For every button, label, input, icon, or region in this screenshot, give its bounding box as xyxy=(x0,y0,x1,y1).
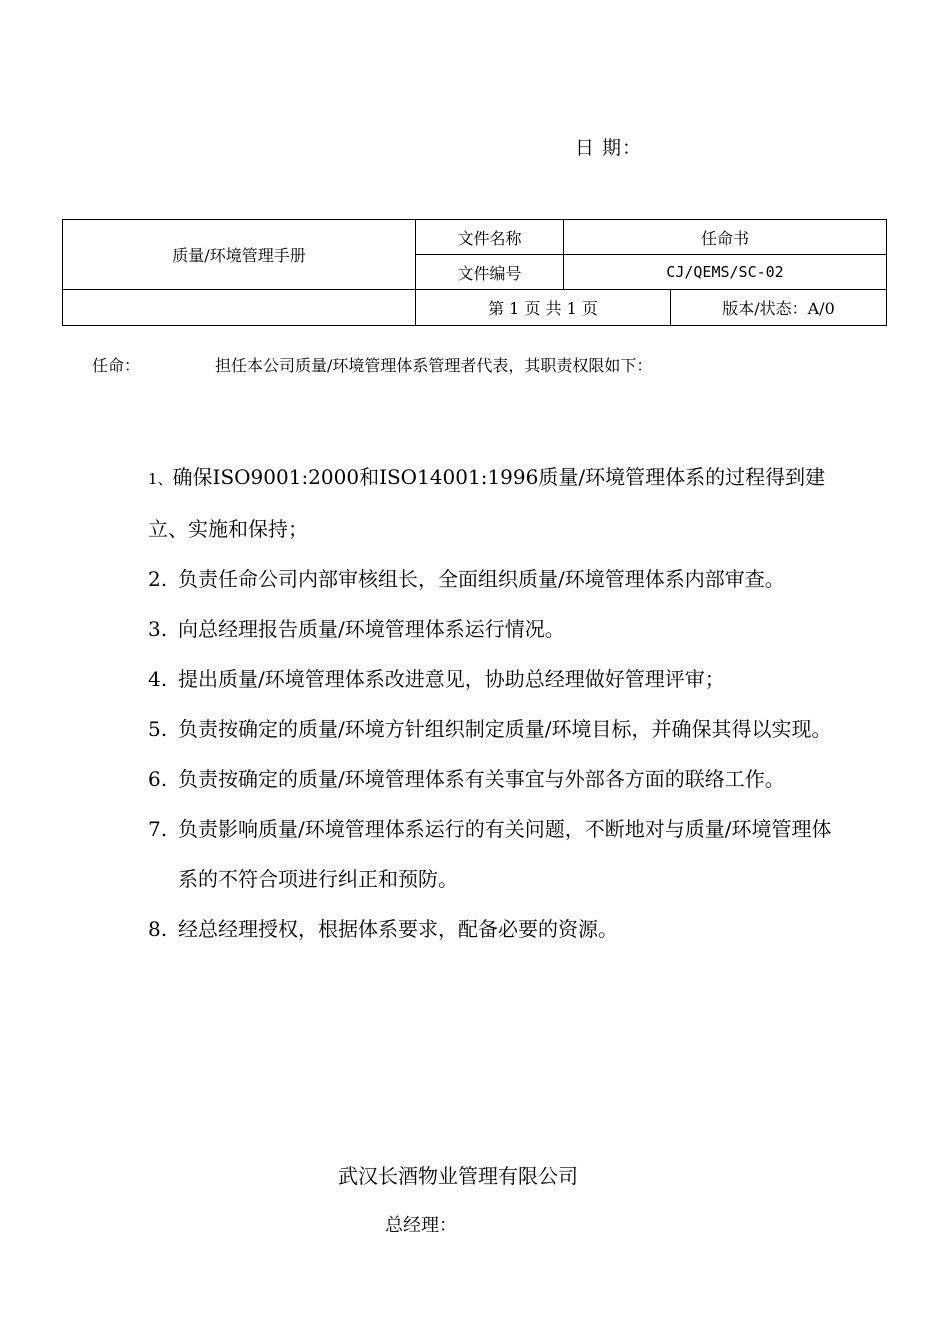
general-manager-label: 总经理： xyxy=(385,1215,457,1236)
duty-item xyxy=(148,604,838,654)
duty-text: 经总经理授权，根据体系要求，配备必要的资源。 xyxy=(178,917,618,941)
duty-text: 负责按确定的质量/环境方针组织制定质量/环境目标，并确保其得以实现。 xyxy=(178,717,832,741)
manual-title-blank xyxy=(63,290,416,326)
duty-item xyxy=(148,654,838,704)
file-name-label: 文件名称 xyxy=(416,220,564,255)
duty-item xyxy=(148,704,838,754)
page-info: 第 1 页 共 1 页 xyxy=(416,290,671,326)
manual-title: 质量/环境管理手册 xyxy=(63,220,416,290)
duty-text: 提出质量/环境管理体系改进意见，协助总经理做好管理评审； xyxy=(178,667,725,691)
duty-text: 负责任命公司内部审核组长，全面组织质量/环境管理体系内部审查。 xyxy=(178,567,785,591)
duty-item xyxy=(148,452,838,554)
duty-item xyxy=(148,904,838,954)
file-no-value: CJ/QEMS/SC-02 xyxy=(564,255,887,290)
duty-number: 8. xyxy=(148,917,168,941)
duty-item xyxy=(148,804,838,904)
duty-item xyxy=(148,754,838,804)
duty-number: 5. xyxy=(148,717,168,741)
duty-number: 1、 xyxy=(148,470,173,488)
file-no-label: 文件编号 xyxy=(416,255,564,290)
duty-text: 向总经理报告质量/环境管理体系运行情况。 xyxy=(178,617,565,641)
company-name: 武汉长酒物业管理有限公司 xyxy=(338,1164,578,1188)
duty-number: 4. xyxy=(148,667,168,691)
date-label: 日 期： xyxy=(575,137,643,159)
duty-number: 3. xyxy=(148,617,168,641)
duty-item xyxy=(148,554,838,604)
duty-text: 确保ISO9001:2000和ISO14001:1996质量/环境管理体系的过程得到建立、实施和保持； xyxy=(148,465,826,541)
duty-list xyxy=(148,452,838,954)
duty-number: 2. xyxy=(148,567,168,591)
file-name-value: 任命书 xyxy=(564,220,887,255)
duty-number: 7. xyxy=(148,817,168,841)
version-status: 版本/状态：A/0 xyxy=(671,290,887,326)
document-header-table xyxy=(62,219,887,326)
duty-number: 6. xyxy=(148,767,168,791)
appoint-text: 担任本公司质量/环境管理体系管理者代表，其职责权限如下： xyxy=(215,356,653,375)
duty-text: 负责影响质量/环境管理体系运行的有关问题，不断地对与质量/环境管理体系的不符合项进行纠正和预防。 xyxy=(178,817,832,891)
duty-text: 负责按确定的质量/环境管理体系有关事宜与外部各方面的联络工作。 xyxy=(178,767,785,791)
appoint-label: 任命： xyxy=(92,356,141,375)
